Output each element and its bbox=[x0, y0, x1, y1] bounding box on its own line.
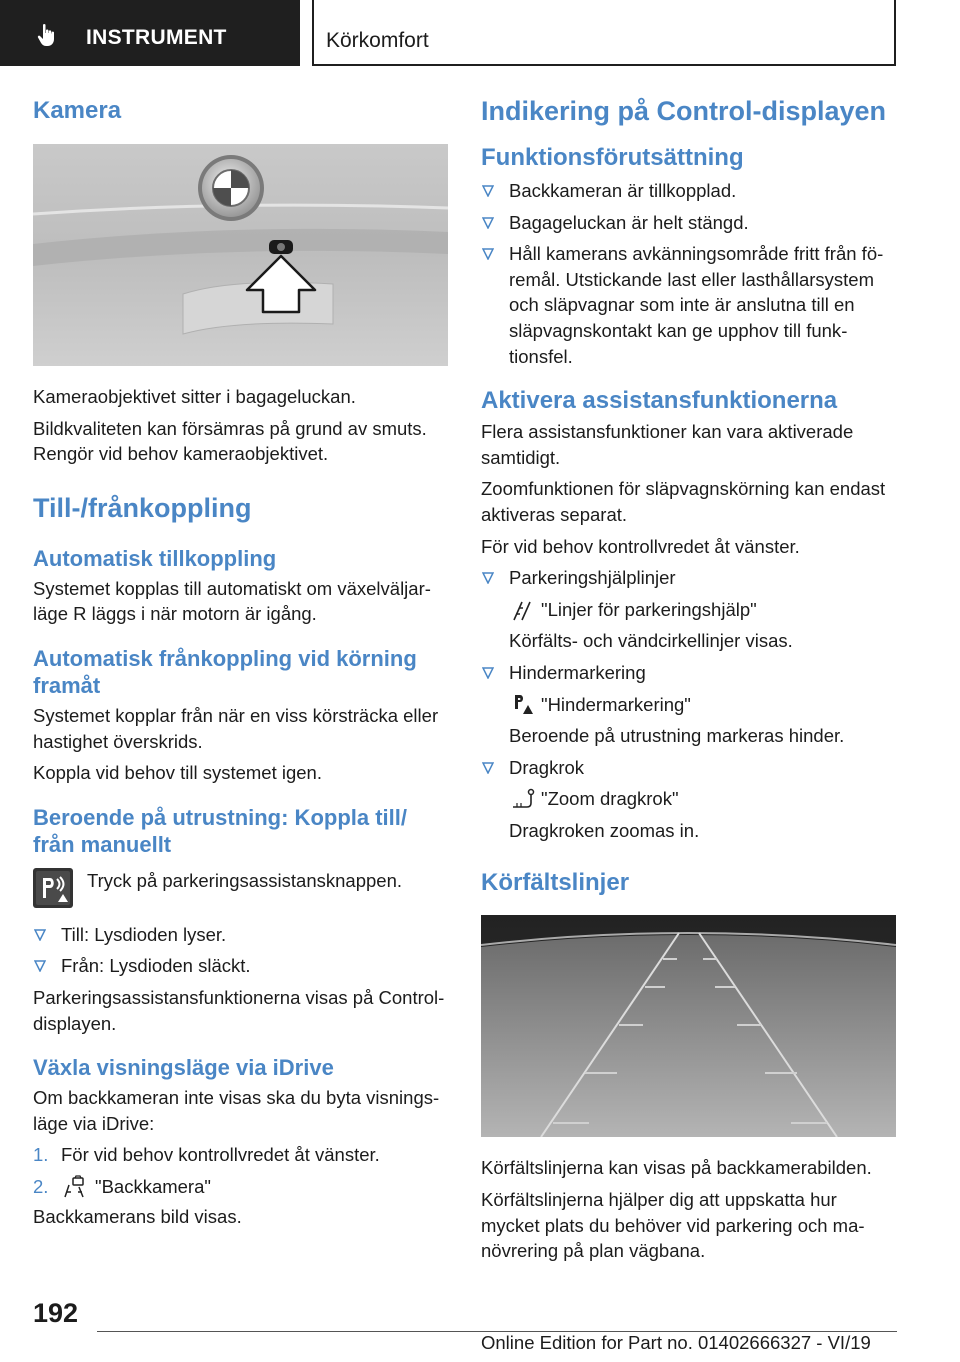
camera-photo bbox=[33, 144, 448, 366]
list-item: 2. "Backkamera" bbox=[33, 1175, 211, 1197]
header-section-title: INSTRUMENT bbox=[86, 26, 227, 49]
functions-list bbox=[481, 565, 896, 843]
idrive-result: Backkamerans bild visas. bbox=[33, 1205, 242, 1227]
idrive-heading: Växla visningsläge via iDrive bbox=[33, 1055, 334, 1081]
idrive-steps bbox=[33, 1142, 448, 1199]
bullet-triangle-icon bbox=[482, 248, 494, 260]
bullet-triangle-icon bbox=[482, 572, 494, 584]
lanes-heading: Körfältslinjer bbox=[481, 869, 630, 897]
bullet-triangle-icon bbox=[482, 217, 494, 229]
requirements-heading: Funktionsförutsättning bbox=[481, 144, 744, 171]
auto-off-heading: Automatisk frånkoppling vid körning framåt bbox=[33, 645, 417, 698]
idrive-intro: Om backkameran inte visas ska du byta visningsläge via iDrive: bbox=[33, 1087, 440, 1134]
bullet-triangle-icon bbox=[482, 762, 494, 774]
camera-heading: Kamera bbox=[33, 97, 122, 124]
list-item: Hindermarkering "Hindermarkering" Beroende på utrustning markeras hinder. bbox=[481, 660, 896, 749]
auto-on-heading: Automatisk tillkoppling bbox=[33, 545, 277, 571]
header-section-tab bbox=[0, 0, 300, 66]
right-column bbox=[481, 96, 896, 1264]
activate-text-2: Zoomfunktionen för släpvagnskörning kan endast aktiveras separat. bbox=[481, 478, 886, 525]
parking-assist-button-icon bbox=[33, 868, 73, 908]
switch-heading: Till-/frånkoppling bbox=[33, 492, 252, 523]
manual-after-text: Parkeringsassistansfunktionerna visas på Control-displayen. bbox=[33, 986, 445, 1034]
parking-lines-icon bbox=[511, 598, 535, 622]
backup-camera-icon bbox=[61, 1175, 87, 1199]
manual-text: Tryck på parkeringsassistansknappen. bbox=[87, 869, 402, 891]
bullet-triangle-icon bbox=[482, 185, 494, 197]
auto-on-text: Systemet kopplas till automatiskt om växelväljarläge R läggs i när motorn är igång. bbox=[33, 577, 431, 625]
trailer-hitch-icon bbox=[511, 787, 535, 811]
bullet-triangle-icon bbox=[34, 960, 46, 972]
bullet-triangle-icon bbox=[34, 929, 46, 941]
list-item: Backkameran är tillkopplad. bbox=[481, 178, 896, 204]
auto-off-text-1: Systemet kopplar från när en viss körsträcka eller hastighet överskrids. bbox=[33, 704, 439, 752]
activate-text-1: Flera assistansfunktioner kan vara aktiverade samtidigt. bbox=[481, 421, 854, 468]
list-item: Från: Lysdioden släckt. bbox=[33, 953, 448, 979]
display-heading: Indikering på Control-displayen bbox=[481, 96, 887, 126]
list-item: 1. För vid behov kontrollvredet åt vänster. bbox=[33, 1144, 380, 1166]
left-column bbox=[33, 96, 448, 1229]
activate-text-3: För vid behov kontrollvredet åt vänster. bbox=[481, 535, 800, 557]
header-chapter-box bbox=[312, 0, 896, 66]
lanes-text-1: Körfältslinjerna kan visas på backkamerabilden. bbox=[481, 1157, 872, 1179]
lane-lines-image bbox=[481, 915, 896, 1137]
page-number: 192 bbox=[33, 1298, 79, 1328]
activate-heading: Aktivera assistansfunktionerna bbox=[481, 387, 838, 415]
camera-text-2: Bildkvaliteten kan försämras på grund av smuts. Rengör vid behov kameraobjektivet. bbox=[33, 417, 427, 465]
obstacle-marking-icon bbox=[511, 692, 535, 716]
manual-bullets bbox=[33, 922, 448, 979]
auto-off-text-2: Koppla vid behov till systemet igen. bbox=[33, 762, 322, 784]
menu-item-label: "Linjer för parkeringshjälp" bbox=[541, 598, 757, 620]
lanes-text-2: Körfältslinjerna hjälper dig att uppskatta hur mycket plats du behöver vid parkering och manövrering på plan vägbana. bbox=[481, 1189, 865, 1262]
header-chapter-title: Körkomfort bbox=[326, 29, 429, 52]
list-item: Parkeringshjälplinjer "Linjer för parkeringshjälp" Körfälts- och vändcirkellinjer visas. bbox=[481, 565, 896, 654]
bullet-triangle-icon bbox=[482, 667, 494, 679]
menu-item-label: "Hindermarkering" bbox=[541, 693, 691, 715]
list-item: Till: Lysdioden lyser. bbox=[33, 922, 448, 948]
menu-item-label: "Zoom dragkrok" bbox=[541, 788, 679, 810]
footer-edition: Online Edition for Part no. 01402666327 - VI/19 bbox=[481, 1332, 871, 1353]
list-item: Dragkrok "Zoom dragkrok" Dragkroken zoomas in. bbox=[481, 755, 896, 844]
requirements-list bbox=[481, 178, 896, 369]
list-item: Bagageluckan är helt stängd. bbox=[481, 210, 896, 236]
hand-pointer-icon bbox=[34, 22, 60, 48]
manual-row bbox=[33, 868, 448, 914]
manual-heading: Beroende på utrustning: Koppla till/ från manuellt bbox=[33, 804, 407, 857]
camera-text-1: Kameraobjektivet sitter i bagageluckan. bbox=[33, 386, 356, 407]
list-item: Håll kamerans avkänningsområde fritt från föremål. Utstickande last eller lasthållarsystem och släpvagnar som inte är anslutna till en släpvagnskontakt kan ge upphov till funktionsfel. bbox=[481, 241, 896, 369]
